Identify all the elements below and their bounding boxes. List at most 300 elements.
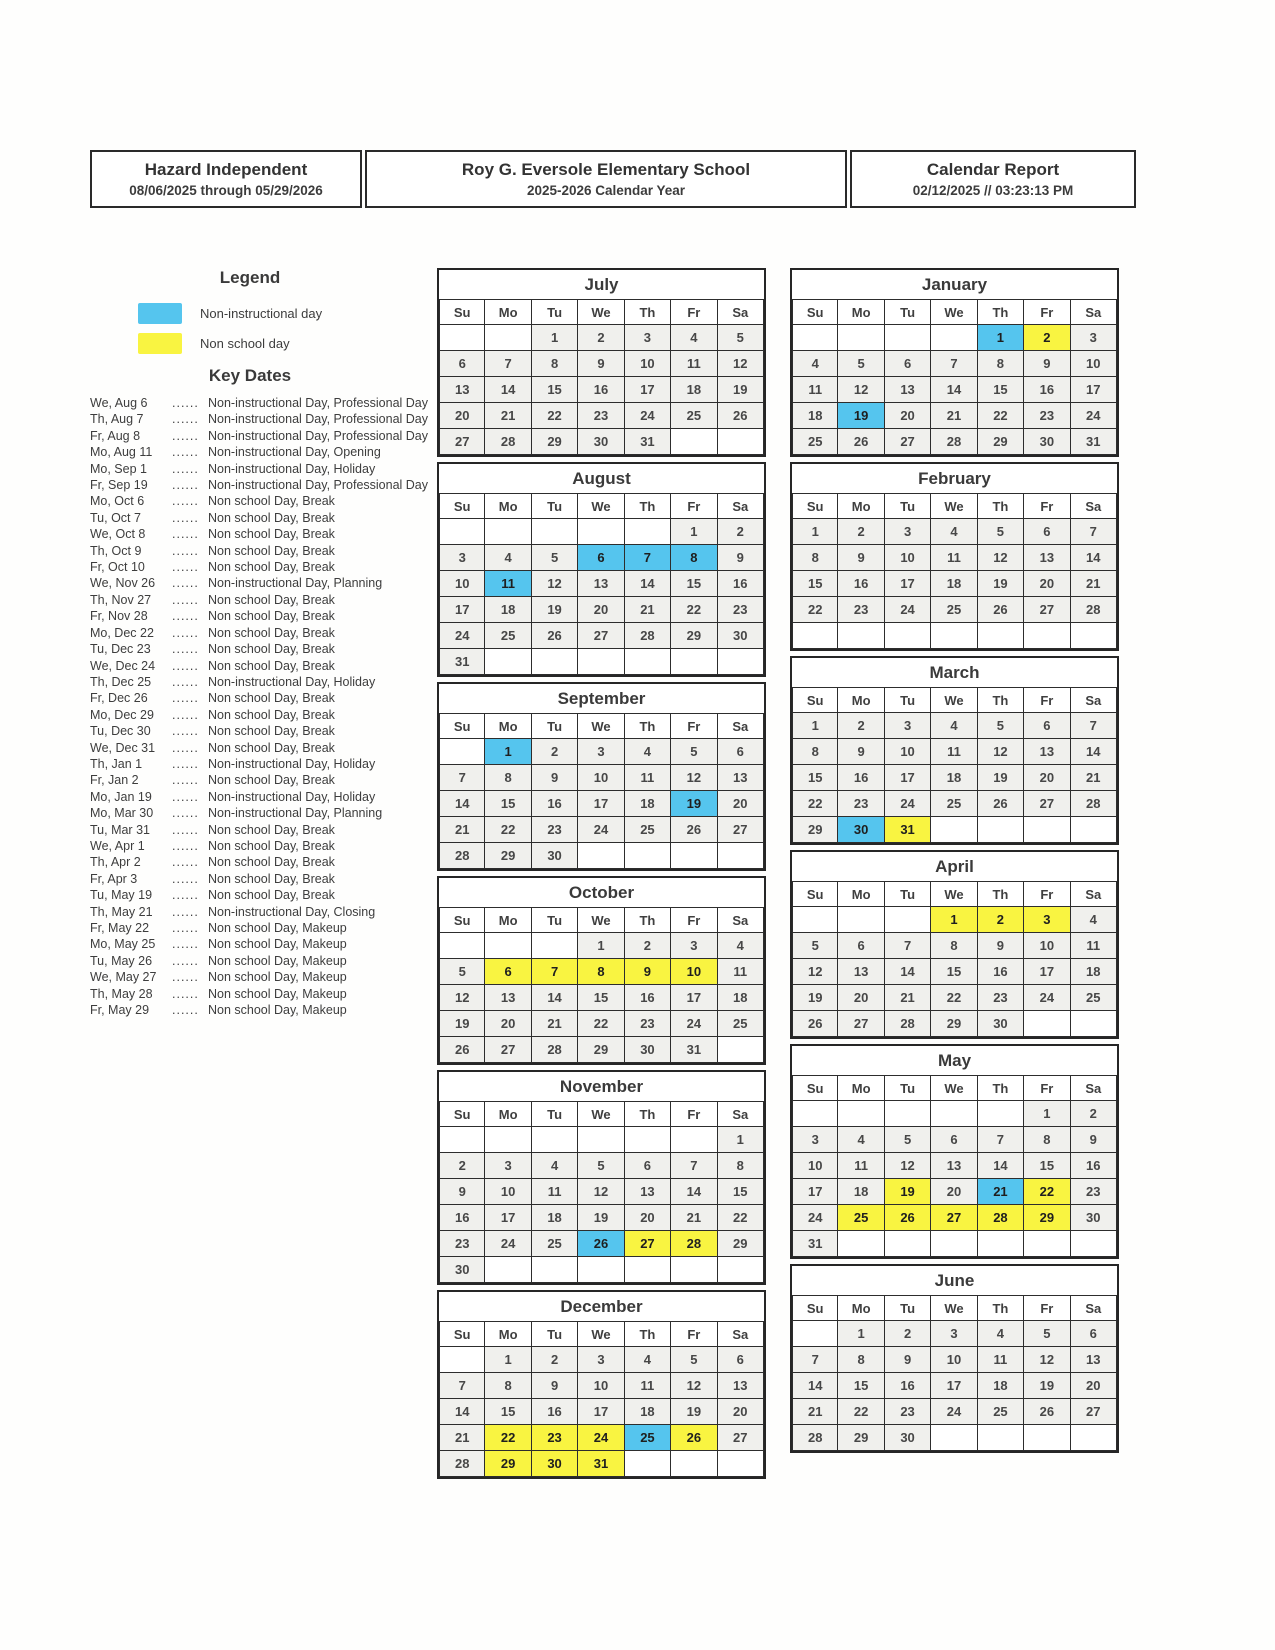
date-cell: 15	[484, 1398, 531, 1425]
weekday-header-cell: Fr	[1023, 1295, 1070, 1321]
date-cell: 16	[717, 570, 764, 597]
date-cell: 20	[717, 790, 764, 817]
date-cell	[531, 518, 578, 545]
date-cell: 12	[670, 1372, 717, 1399]
date-cell: 28	[977, 1204, 1024, 1231]
date-cell: 11	[1070, 932, 1117, 959]
date-cell: 2	[717, 518, 764, 545]
date-cell: 12	[1023, 1346, 1070, 1373]
calendar-april	[790, 850, 1119, 1039]
key-date-date: We, Apr 1	[90, 838, 145, 853]
weekday-header-cell: Sa	[1070, 1075, 1117, 1101]
date-cell: 27	[624, 1230, 671, 1257]
date-cell: 17	[577, 1398, 624, 1425]
date-cell: 18	[624, 1398, 671, 1425]
date-cell: 26	[977, 596, 1024, 623]
key-date-leader: ......	[172, 888, 199, 903]
date-cell: 21	[930, 402, 977, 429]
date-cell: 27	[484, 1036, 531, 1063]
date-cell: 28	[1070, 596, 1117, 623]
date-cell: 17	[670, 984, 717, 1011]
date-cell	[1070, 816, 1117, 843]
date-cell	[624, 648, 671, 675]
month-title: December	[439, 1292, 764, 1322]
date-cell	[930, 1100, 977, 1127]
key-date-description: Non school Day, Break	[208, 642, 335, 657]
weekday-header-cell: We	[577, 907, 624, 933]
date-cell	[484, 1126, 531, 1153]
date-cell: 25	[624, 1424, 671, 1451]
weekday-header-cell: Tu	[531, 299, 578, 325]
date-cell: 30	[531, 842, 578, 869]
weekday-header-cell: Fr	[1023, 493, 1070, 519]
key-date-description: Non school Day, Makeup	[208, 970, 347, 985]
weekday-header-row	[792, 688, 1117, 713]
date-cell	[670, 428, 717, 455]
week-row	[439, 1257, 764, 1283]
key-date-description: Non school Day, Break	[208, 494, 335, 509]
key-date-date: Fr, Nov 28	[90, 609, 148, 624]
weekday-header-cell: We	[577, 1101, 624, 1127]
date-cell: 10	[884, 738, 931, 765]
date-cell: 24	[670, 1010, 717, 1037]
week-row	[792, 403, 1117, 429]
key-date-row	[90, 592, 435, 608]
date-cell: 30	[977, 1010, 1024, 1037]
key-date-row	[90, 641, 435, 657]
key-date-leader: ......	[172, 937, 199, 952]
date-cell: 18	[977, 1372, 1024, 1399]
date-cell: 4	[1070, 906, 1117, 933]
week-row	[439, 1205, 764, 1231]
month-title: May	[792, 1046, 1117, 1076]
month-title: April	[792, 852, 1117, 882]
month-title: October	[439, 878, 764, 908]
key-date-description: Non-instructional Day, Professional Day	[208, 412, 429, 427]
date-cell: 12	[977, 738, 1024, 765]
key-date-leader: ......	[172, 625, 199, 640]
weekday-header-cell: Mo	[484, 907, 531, 933]
week-row	[439, 1425, 764, 1451]
key-date-date: Fr, Apr 3	[90, 871, 138, 886]
key-date-description: Non school Day, Break	[208, 543, 335, 558]
key-date-row	[90, 559, 435, 575]
date-cell: 13	[930, 1152, 977, 1179]
key-date-description: Non school Day, Makeup	[208, 921, 347, 935]
key-date-date: We, Oct 8	[90, 527, 146, 542]
key-date-date: We, May 27	[90, 970, 157, 985]
date-cell: 14	[1070, 544, 1117, 571]
date-cell: 23	[837, 790, 884, 817]
date-cell: 3	[792, 1126, 838, 1153]
month-title: September	[439, 684, 764, 714]
key-date-description: Non school Day, Break	[208, 855, 335, 870]
key-date-description: Non school Day, Break	[208, 658, 335, 673]
date-cell: 8	[977, 350, 1024, 377]
date-cell: 28	[1070, 790, 1117, 817]
date-cell: 6	[717, 1346, 764, 1373]
date-cell	[670, 1450, 717, 1477]
weekday-header-row	[439, 714, 764, 739]
date-cell: 13	[1023, 738, 1070, 765]
date-cell: 5	[977, 518, 1024, 545]
weekday-header-row	[439, 908, 764, 933]
date-cell: 22	[837, 1398, 884, 1425]
key-date-leader: ......	[172, 658, 199, 673]
key-date-row	[90, 411, 435, 427]
date-cell	[977, 622, 1024, 649]
key-date-row	[90, 920, 435, 936]
week-row	[439, 1153, 764, 1179]
key-date-row	[90, 575, 435, 591]
date-cell: 3	[930, 1320, 977, 1347]
key-dates-title: Key Dates	[208, 366, 292, 385]
date-cell: 16	[531, 790, 578, 817]
month-title: January	[792, 270, 1117, 300]
date-cell: 5	[670, 1346, 717, 1373]
date-cell: 23	[837, 596, 884, 623]
date-cell: 24	[1070, 402, 1117, 429]
key-date-date: Th, Oct 9	[90, 543, 142, 558]
month-title: March	[792, 658, 1117, 688]
date-cell: 6	[930, 1126, 977, 1153]
date-cell: 7	[792, 1346, 838, 1373]
key-date-date: Tu, Dec 23	[90, 642, 151, 657]
date-cell: 23	[624, 1010, 671, 1037]
key-date-row	[90, 444, 435, 460]
weekday-header-cell: Mo	[837, 299, 884, 325]
date-cell: 23	[884, 1398, 931, 1425]
date-cell: 24	[930, 1398, 977, 1425]
week-row	[439, 1037, 764, 1063]
date-cell	[717, 1450, 764, 1477]
key-date-leader: ......	[172, 822, 199, 837]
date-cell: 1	[1023, 1100, 1070, 1127]
calendar-may	[790, 1044, 1119, 1259]
date-cell: 2	[624, 932, 671, 959]
date-cell	[439, 1346, 485, 1373]
weekday-header-cell: Fr	[670, 299, 717, 325]
district-date-range: 08/06/2025 through 05/29/2026	[129, 183, 323, 199]
date-cell: 27	[1070, 1398, 1117, 1425]
date-cell	[531, 1126, 578, 1153]
date-cell: 18	[837, 1178, 884, 1205]
date-cell: 12	[531, 570, 578, 597]
key-date-leader: ......	[172, 642, 199, 657]
date-cell: 9	[1023, 350, 1070, 377]
date-cell: 3	[624, 324, 671, 351]
week-row	[439, 765, 764, 791]
key-date-description: Non school Day, Makeup	[208, 937, 347, 952]
key-date-date: Fr, Aug 8	[90, 428, 141, 443]
date-cell: 9	[624, 958, 671, 985]
date-cell: 8	[930, 932, 977, 959]
key-date-date: We, Aug 6	[90, 396, 148, 410]
key-date-row	[90, 789, 435, 805]
month-title: August	[439, 464, 764, 494]
date-cell: 20	[577, 596, 624, 623]
date-cell: 1	[484, 738, 531, 765]
date-cell: 4	[670, 324, 717, 351]
key-date-description: Non-instructional Day, Holiday	[208, 789, 376, 804]
date-cell	[837, 1230, 884, 1257]
date-cell: 2	[1070, 1100, 1117, 1127]
date-cell: 28	[792, 1424, 838, 1451]
date-cell	[624, 1126, 671, 1153]
weekday-header-cell: Sa	[1070, 493, 1117, 519]
key-date-date: Th, May 21	[90, 904, 153, 919]
key-date-row	[90, 953, 435, 969]
date-cell: 21	[624, 596, 671, 623]
date-cell: 22	[792, 790, 838, 817]
week-row	[439, 623, 764, 649]
date-cell: 20	[624, 1204, 671, 1231]
key-date-leader: ......	[172, 838, 199, 853]
date-cell: 1	[792, 712, 838, 739]
date-cell: 27	[837, 1010, 884, 1037]
date-cell: 12	[884, 1152, 931, 1179]
key-date-leader: ......	[172, 855, 199, 870]
date-cell: 31	[577, 1450, 624, 1477]
date-cell: 9	[717, 544, 764, 571]
calendar-june	[790, 1264, 1119, 1453]
date-cell: 22	[484, 1424, 531, 1451]
weekday-header-cell: Sa	[717, 493, 764, 519]
date-cell	[717, 428, 764, 455]
week-row	[439, 985, 764, 1011]
key-date-leader: ......	[172, 674, 199, 689]
date-cell: 23	[577, 402, 624, 429]
date-cell: 9	[531, 1372, 578, 1399]
key-date-date: Th, Jan 1	[90, 756, 143, 771]
date-cell: 15	[531, 376, 578, 403]
date-cell: 13	[717, 764, 764, 791]
week-row	[792, 1101, 1117, 1127]
key-date-date: Tu, Dec 30	[90, 724, 151, 739]
date-cell: 15	[977, 376, 1024, 403]
key-date-date: Fr, Dec 26	[90, 691, 148, 706]
date-cell: 14	[930, 376, 977, 403]
date-cell: 18	[670, 376, 717, 403]
date-cell	[577, 518, 624, 545]
date-cell: 19	[577, 1204, 624, 1231]
weekday-header-cell: We	[930, 493, 977, 519]
key-date-leader: ......	[172, 543, 199, 558]
date-cell	[1023, 1230, 1070, 1257]
date-cell	[837, 324, 884, 351]
date-cell: 26	[577, 1230, 624, 1257]
weekday-header-cell: Sa	[1070, 299, 1117, 325]
date-cell: 7	[439, 1372, 485, 1399]
date-cell	[577, 842, 624, 869]
date-cell: 16	[531, 1398, 578, 1425]
date-cell: 11	[930, 738, 977, 765]
key-date-description: Non school Day, Break	[208, 740, 335, 755]
key-date-leader: ......	[172, 1003, 199, 1018]
legend-item-label: Non school day	[200, 335, 290, 351]
week-row	[792, 1205, 1117, 1231]
key-date-description: Non school Day, Makeup	[208, 953, 347, 968]
week-row	[439, 649, 764, 675]
week-row	[439, 325, 764, 351]
date-cell: 10	[1023, 932, 1070, 959]
date-cell: 15	[717, 1178, 764, 1205]
date-cell: 30	[837, 816, 884, 843]
key-date-description: Non school Day, Break	[208, 724, 335, 739]
key-date-leader: ......	[172, 691, 199, 706]
weekday-header-cell: Fr	[670, 907, 717, 933]
date-cell: 25	[792, 428, 838, 455]
date-cell: 28	[930, 428, 977, 455]
weekday-header-cell: Mo	[837, 1075, 884, 1101]
week-row	[792, 325, 1117, 351]
week-row	[792, 907, 1117, 933]
date-cell: 24	[577, 1424, 624, 1451]
date-cell: 14	[439, 1398, 485, 1425]
week-row	[792, 959, 1117, 985]
week-row	[439, 791, 764, 817]
date-cell: 30	[624, 1036, 671, 1063]
date-cell	[977, 816, 1024, 843]
weekday-header-cell: Th	[624, 1321, 671, 1347]
weekday-header-row	[439, 300, 764, 325]
date-cell: 8	[531, 350, 578, 377]
key-date-date: Mo, Sep 1	[90, 461, 147, 476]
date-cell: 15	[837, 1372, 884, 1399]
date-cell: 8	[792, 738, 838, 765]
week-row	[792, 1153, 1117, 1179]
key-date-leader: ......	[172, 510, 199, 525]
date-cell: 27	[884, 428, 931, 455]
weekday-header-cell: Fr	[670, 713, 717, 739]
date-cell: 9	[577, 350, 624, 377]
weekday-header-cell: Sa	[717, 1101, 764, 1127]
weekday-header-cell: Mo	[484, 493, 531, 519]
date-cell: 30	[717, 622, 764, 649]
key-date-leader: ......	[172, 724, 199, 739]
weekday-header-row	[792, 494, 1117, 519]
calendar-column-right	[790, 268, 1119, 1453]
week-row	[439, 817, 764, 843]
key-date-row	[90, 838, 435, 854]
date-cell: 15	[792, 764, 838, 791]
date-cell: 15	[792, 570, 838, 597]
week-row	[439, 597, 764, 623]
date-cell	[1023, 1010, 1070, 1037]
weekday-header-cell: We	[577, 493, 624, 519]
date-cell: 27	[577, 622, 624, 649]
calendar-october	[437, 876, 766, 1065]
date-cell: 23	[531, 1424, 578, 1451]
date-cell: 8	[792, 544, 838, 571]
key-date-row	[90, 461, 435, 477]
date-cell: 13	[884, 376, 931, 403]
week-row	[439, 351, 764, 377]
week-row	[439, 933, 764, 959]
key-date-row	[90, 477, 435, 493]
key-date-row	[90, 822, 435, 838]
key-date-leader: ......	[172, 412, 199, 427]
date-cell: 31	[439, 648, 485, 675]
week-row	[792, 713, 1117, 739]
date-cell	[837, 1100, 884, 1127]
date-cell	[484, 518, 531, 545]
date-cell: 22	[1023, 1178, 1070, 1205]
date-cell: 7	[484, 350, 531, 377]
date-cell: 24	[884, 790, 931, 817]
date-cell: 31	[1070, 428, 1117, 455]
date-cell: 28	[624, 622, 671, 649]
key-date-date: Fr, Jan 2	[90, 773, 139, 788]
date-cell: 18	[624, 790, 671, 817]
date-cell: 6	[1023, 712, 1070, 739]
date-cell	[792, 324, 838, 351]
date-cell: 13	[577, 570, 624, 597]
key-date-leader: ......	[172, 773, 199, 788]
date-cell: 15	[1023, 1152, 1070, 1179]
date-cell: 16	[837, 764, 884, 791]
date-cell: 23	[439, 1230, 485, 1257]
date-cell: 4	[977, 1320, 1024, 1347]
date-cell: 14	[624, 570, 671, 597]
date-cell: 25	[717, 1010, 764, 1037]
date-cell	[1070, 1424, 1117, 1451]
date-cell: 17	[1023, 958, 1070, 985]
week-row	[792, 571, 1117, 597]
date-cell: 29	[930, 1010, 977, 1037]
date-cell: 25	[484, 622, 531, 649]
key-date-leader: ......	[172, 970, 199, 985]
weekday-header-cell: Fr	[670, 1101, 717, 1127]
key-date-description: Non-instructional Day, Holiday	[208, 674, 376, 689]
week-row	[439, 1347, 764, 1373]
weekday-header-cell: Fr	[1023, 1075, 1070, 1101]
date-cell: 23	[717, 596, 764, 623]
date-cell: 19	[1023, 1372, 1070, 1399]
date-cell: 18	[930, 570, 977, 597]
date-cell: 3	[670, 932, 717, 959]
weekday-header-cell: Th	[624, 299, 671, 325]
date-cell: 25	[531, 1230, 578, 1257]
non-instructional-day-swatch	[138, 303, 182, 324]
date-cell: 24	[484, 1230, 531, 1257]
key-date-description: Non school Day, Break	[208, 560, 335, 575]
date-cell: 9	[837, 738, 884, 765]
weekday-header-row	[792, 1076, 1117, 1101]
weekday-header-cell: We	[930, 687, 977, 713]
date-cell: 26	[1023, 1398, 1070, 1425]
date-cell: 24	[624, 402, 671, 429]
date-cell: 21	[792, 1398, 838, 1425]
weekday-header-cell: Su	[792, 299, 838, 325]
date-cell	[930, 1230, 977, 1257]
date-cell	[930, 324, 977, 351]
week-row	[792, 765, 1117, 791]
date-cell: 21	[439, 1424, 485, 1451]
month-title: November	[439, 1072, 764, 1102]
date-cell: 8	[717, 1152, 764, 1179]
date-cell: 17	[439, 596, 485, 623]
date-cell	[531, 1256, 578, 1283]
date-cell: 22	[577, 1010, 624, 1037]
date-cell: 1	[484, 1346, 531, 1373]
key-date-description: Non-instructional Day, Holiday	[208, 756, 376, 771]
date-cell: 1	[717, 1126, 764, 1153]
key-date-row	[90, 986, 435, 1002]
calendar-march	[790, 656, 1119, 845]
report-timestamp: 02/12/2025 // 03:23:13 PM	[912, 183, 1074, 199]
date-cell: 17	[1070, 376, 1117, 403]
